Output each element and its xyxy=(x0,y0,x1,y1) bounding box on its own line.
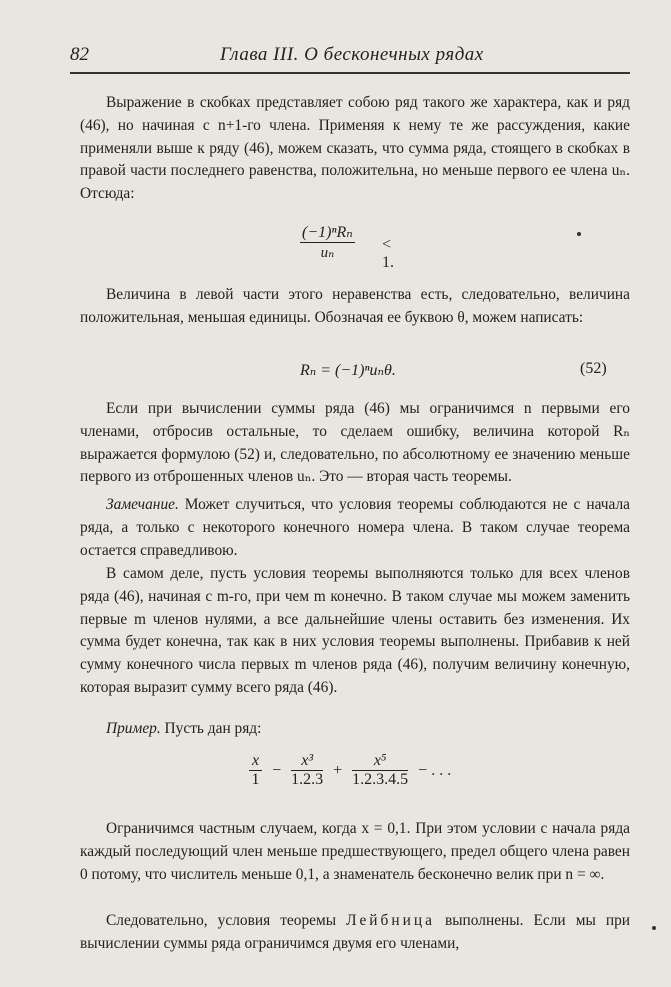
example-label: Пример. xyxy=(106,720,161,737)
remainder-formula: Rₙ = (−1)ⁿuₙθ. xyxy=(300,362,396,379)
formula1-numerator: (−1)ⁿRₙ xyxy=(302,224,353,241)
leibniz-name: Лейбница xyxy=(346,912,435,929)
paragraph-3: Если при вычислении суммы ряда (46) мы ограничимся n первыми его членами, отбросив остальные, то сделаем ошибку, величина которой Rₙ выражается формулою (52) и, следовательно, по абсолютному ее значению меньше первого из отброшенных членов uₙ. Это — вторая часть теоремы. xyxy=(80,400,630,486)
page-number: 82 xyxy=(70,44,89,65)
paragraph-remark: Замечание. Может случиться, что условия теоремы соблюдаются не с начала ряда, а только с некоторого конечного номера члена. В таком случае теорема остается справедливою. xyxy=(80,496,630,559)
paragraph-5: В самом деле, пусть условия теоремы выполняются только для всех членов ряда (46), начиная с m-го, при чем m конечно. В таком случае мы можем заменить первые m членов нулями, а все дальнейшие члены оставить без изменения. Их сумма будет конечна, так как в них условия теоремы выполнены. Прибавив к ней сумму конечного числа первых m членов ряда (46), получим величину конечную, которая выразит сумму всего ряда (46). xyxy=(80,565,630,696)
paragraph-example: Пример. Пусть дан ряд: xyxy=(106,720,262,737)
series-formula xyxy=(245,752,453,789)
page-header xyxy=(70,38,630,68)
paragraph-2: Величина в левой части этого неравенства есть, следовательно, величина положительная, меньшая единицы. Обозначая ее буквою θ, можем написать: xyxy=(80,286,630,326)
print-speck xyxy=(652,926,656,930)
print-speck xyxy=(577,232,581,236)
series-op-1: − xyxy=(272,761,282,779)
series-op-2: + xyxy=(333,761,343,779)
remark-label: Замечание. xyxy=(106,496,179,513)
header-rule xyxy=(70,72,630,74)
running-head: Глава III. О бесконечных рядах xyxy=(220,44,484,65)
series-term-1: $\frac{x}{1}$ xyxy=(249,752,262,789)
paragraph-1: Выражение в скобках представляет собою ряд такого же характера, как и ряд (46), но начиная с n+1-го члена. Применяя к нему те же рассуждения, какие применяли выше к ряду (46), можем сказать, что сумма ряда, стоящего в скобках в правой части последнего равенства, положительна, но меньше первого ее члена uₙ. Отсюда: xyxy=(80,94,630,203)
formula1-denominator: uₙ xyxy=(320,245,335,261)
paragraph-8: Следовательно, условия теоремы Лейбница выполнены. Если мы при вычислении суммы ряда ограничимся двумя его членами, xyxy=(80,912,630,952)
equation-number: (52) xyxy=(580,360,607,377)
inequality-formula xyxy=(300,222,394,271)
formula1-relation: < 1. xyxy=(382,236,394,271)
series-term-2: $\frac{\text{x³}}{1.2.3}$ xyxy=(291,752,324,788)
series-term-3: $\frac{\text{x⁵}}{1.2.3.4.5}$ xyxy=(352,752,409,788)
paragraph-7: Ограничимся частным случаем, когда x = 0,1. При этом условии с начала ряда каждый последующий член меньше предшествующего, предел общего члена равен 0 потому, что числитель меньше 0,1, а знаменатель бесконечно велик при n = ∞. xyxy=(80,820,630,883)
series-op-3: − . . . xyxy=(418,761,452,779)
